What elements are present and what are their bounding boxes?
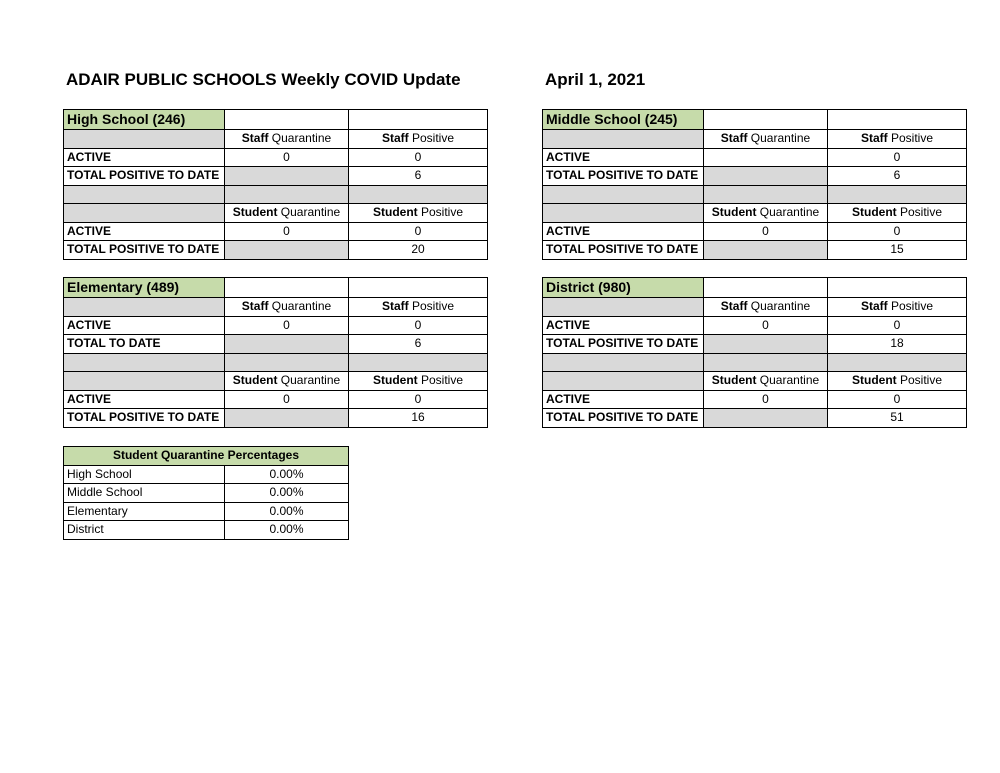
column-label: Positive [887,299,934,314]
blank-cell [64,298,225,317]
total-positive-value: 15 [828,241,967,260]
blank-cell [225,409,349,428]
role-label: Staff [860,131,888,146]
column-label: Quarantine [756,373,820,388]
percentage-value: 0.00% [225,502,349,521]
percentage-value: 0.00% [225,484,349,503]
district-table [542,277,967,428]
blank-cell [64,372,225,391]
spacer-cell [64,353,225,372]
blank-cell [704,278,828,298]
blank-cell [225,278,349,298]
role-label: Student [372,373,418,388]
table-row [64,167,488,186]
total-label: TOTAL POSITIVE TO DATE [543,335,704,354]
role-label: Staff [381,131,409,146]
middle-school-table [542,109,967,260]
active-label: ACTIVE [64,148,225,167]
active-positive-value: 0 [828,390,967,409]
spacer-cell [349,185,488,204]
school-name: Middle School [64,484,225,503]
active-label: ACTIVE [543,222,704,241]
role-label: Staff [241,131,269,146]
table-row [64,409,488,428]
blank-cell [543,298,704,317]
table-row [543,409,967,428]
column-label: Quarantine [756,205,820,220]
total-positive-value: 16 [349,409,488,428]
active-quarantine-value: 0 [704,222,828,241]
active-label: ACTIVE [543,316,704,335]
column-label: Quarantine [747,299,811,314]
table-row [543,222,967,241]
active-positive-value: 0 [828,222,967,241]
table-row [64,241,488,260]
role-label: Student [711,373,757,388]
spacer-cell [543,185,704,204]
table-row [64,335,488,354]
total-label: TOTAL POSITIVE TO DATE [64,409,225,428]
spacer-cell [704,185,828,204]
school-name: District [64,521,225,540]
total-label: TOTAL TO DATE [64,335,225,354]
staff-positive-header [349,298,488,317]
quarantine-percentages-table [63,446,349,540]
total-label: TOTAL POSITIVE TO DATE [64,167,225,186]
table-row [64,465,349,484]
blank-cell [64,130,225,149]
column-label: Quarantine [277,373,341,388]
staff-positive-header [828,298,967,317]
spacer-cell [828,353,967,372]
total-label: TOTAL POSITIVE TO DATE [543,167,704,186]
table-row [64,521,349,540]
spacer-cell [704,353,828,372]
blank-cell [543,204,704,223]
blank-cell [704,167,828,186]
school-name: High School [64,465,225,484]
total-positive-value: 6 [828,167,967,186]
student-positive-header [828,204,967,223]
spacer-cell [543,353,704,372]
percentage-value: 0.00% [225,465,349,484]
active-quarantine-value: 0 [704,390,828,409]
spacer-cell [828,185,967,204]
column-label: Positive [417,373,464,388]
blank-cell [543,130,704,149]
staff-positive-header [349,130,488,149]
table-row [543,148,967,167]
staff-quarantine-header [225,130,349,149]
staff-quarantine-header [225,298,349,317]
student-quarantine-header [704,204,828,223]
table-row [64,390,488,409]
column-label: Positive [408,131,455,146]
blank-cell [225,167,349,186]
active-label: ACTIVE [543,390,704,409]
student-quarantine-header [225,372,349,391]
active-positive-value: 0 [349,390,488,409]
role-label: Staff [720,299,748,314]
column-label: Positive [887,131,934,146]
active-label: ACTIVE [543,148,704,167]
blank-cell [704,241,828,260]
blank-cell [828,110,967,130]
active-positive-value: 0 [349,148,488,167]
spacer-cell [225,353,349,372]
role-label: Student [232,205,278,220]
blank-cell [543,372,704,391]
role-label: Student [851,373,897,388]
document-date: April 1, 2021 [545,70,646,89]
table-row [543,335,967,354]
column-label: Quarantine [268,299,332,314]
spacer-cell [225,185,349,204]
table-row [64,316,488,335]
active-quarantine-value: 0 [225,148,349,167]
column-label: Positive [896,373,943,388]
table-row [543,390,967,409]
role-label: Student [851,205,897,220]
active-label: ACTIVE [64,222,225,241]
table-row [64,148,488,167]
role-label: Staff [720,131,748,146]
active-quarantine-value: 0 [704,316,828,335]
role-label: Student [372,205,418,220]
blank-cell [704,335,828,354]
table-row [64,222,488,241]
staff-quarantine-header [704,298,828,317]
role-label: Staff [381,299,409,314]
school-name-header: Middle School (245) [543,110,704,130]
blank-cell [349,110,488,130]
table-row [543,241,967,260]
column-label: Quarantine [277,205,341,220]
column-label: Positive [896,205,943,220]
role-label: Student [711,205,757,220]
role-label: Staff [241,299,269,314]
blank-cell [225,241,349,260]
spacer-cell [349,353,488,372]
school-name-header: District (980) [543,278,704,298]
table-row [64,484,349,503]
blank-cell [225,335,349,354]
total-positive-value: 6 [349,335,488,354]
school-name: Elementary [64,502,225,521]
percentage-value: 0.00% [225,521,349,540]
blank-cell [349,278,488,298]
blank-cell [704,110,828,130]
table-row [543,316,967,335]
column-label: Quarantine [268,131,332,146]
table-row [64,502,349,521]
spacer-cell [64,185,225,204]
active-positive-value: 0 [828,148,967,167]
high-school-table [63,109,488,260]
blank-cell [64,204,225,223]
active-positive-value: 0 [349,316,488,335]
student-quarantine-header [225,204,349,223]
active-quarantine-value: 0 [225,316,349,335]
total-positive-value: 18 [828,335,967,354]
document-title: ADAIR PUBLIC SCHOOLS Weekly COVID Update [66,70,461,89]
total-positive-value: 20 [349,241,488,260]
student-positive-header [828,372,967,391]
total-label: TOTAL POSITIVE TO DATE [543,241,704,260]
school-name-header: Elementary (489) [64,278,225,298]
column-label: Quarantine [747,131,811,146]
staff-positive-header [828,130,967,149]
active-positive-value: 0 [828,316,967,335]
active-label: ACTIVE [64,390,225,409]
active-label: ACTIVE [64,316,225,335]
active-quarantine-value [704,148,828,167]
column-label: Positive [417,205,464,220]
total-label: TOTAL POSITIVE TO DATE [543,409,704,428]
student-positive-header [349,204,488,223]
total-positive-value: 51 [828,409,967,428]
blank-cell [828,278,967,298]
total-positive-value: 6 [349,167,488,186]
role-label: Staff [860,299,888,314]
student-quarantine-header [704,372,828,391]
staff-quarantine-header [704,130,828,149]
blank-cell [704,409,828,428]
elementary-table [63,277,488,428]
table-row [543,167,967,186]
percentages-title: Student Quarantine Percentages [64,447,349,466]
blank-cell [225,110,349,130]
role-label: Student [232,373,278,388]
school-name-header: High School (246) [64,110,225,130]
column-label: Positive [408,299,455,314]
active-quarantine-value: 0 [225,222,349,241]
active-quarantine-value: 0 [225,390,349,409]
student-positive-header [349,372,488,391]
total-label: TOTAL POSITIVE TO DATE [64,241,225,260]
active-positive-value: 0 [349,222,488,241]
